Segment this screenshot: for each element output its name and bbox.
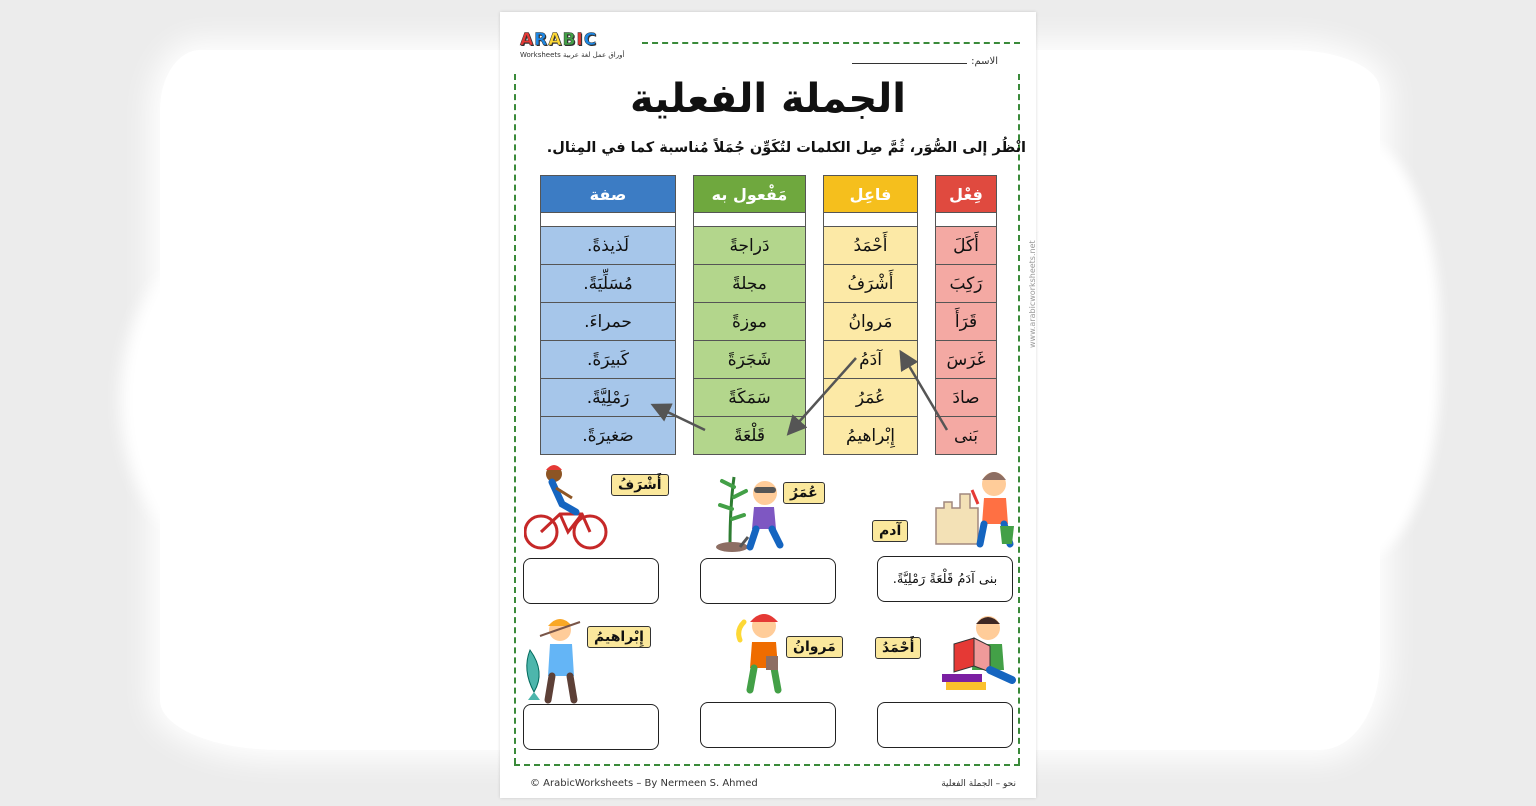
word-cell[interactable]: كَبيرَةً. (541, 341, 675, 379)
word-cell[interactable]: مجلةً (694, 265, 805, 303)
word-cell[interactable]: بَنى (936, 417, 996, 454)
footer-copyright: © ArabicWorksheets – By Nermeen S. Ahmed (530, 778, 758, 789)
word-cell[interactable]: قَلْعَةً (694, 417, 805, 454)
logo-letter: C (583, 30, 597, 50)
word-cell[interactable]: آدَمُ (824, 341, 917, 379)
logo-letter: R (534, 30, 548, 50)
page-title: الجملة الفعلية (630, 76, 906, 122)
column-header: فاعِل (824, 176, 917, 213)
answer-box-2[interactable] (700, 558, 836, 604)
word-cell[interactable]: رَكِبَ (936, 265, 996, 303)
boy-building-sandcastle-picture (930, 464, 1020, 556)
word-cell[interactable]: إِبْراهيمُ (824, 417, 917, 454)
arrow-subject-to-object (790, 358, 856, 432)
column-header: مَفْعول به (694, 176, 805, 213)
arrow-verb-to-subject (902, 354, 947, 430)
answer-box-4[interactable] (700, 702, 836, 748)
word-cell[interactable]: عُمَرُ (824, 379, 917, 417)
brush-background-left (120, 250, 320, 550)
word-cell[interactable]: سَمَكَةً (694, 379, 805, 417)
column-header: صفة (541, 176, 675, 213)
label-omar: عُمَرُ (783, 482, 825, 504)
word-cell[interactable]: شَجَرَةً (694, 341, 805, 379)
word-cell[interactable]: مُسَلِّيَةً. (541, 265, 675, 303)
answer-box-1[interactable] (523, 558, 659, 604)
arrow-object-to-adjective (655, 406, 705, 430)
label-ahmad: أَحْمَدُ (875, 637, 921, 659)
word-cell[interactable]: أَشْرَفُ (824, 265, 917, 303)
answer-box-3[interactable] (523, 704, 659, 750)
boy-riding-bicycle-picture (524, 462, 610, 552)
brush-background-right (1260, 140, 1440, 560)
word-cell[interactable]: موزةً (694, 303, 805, 341)
word-cell[interactable]: أَكَلَ (936, 227, 996, 265)
example-answer-box (877, 556, 1013, 602)
logo-letter: A (548, 30, 562, 50)
example-sentence: بنى آدَمُ قَلْعَةً رَمْلِيَّةً. (892, 571, 998, 587)
word-cell[interactable]: صادَ (936, 379, 996, 417)
boy-planting-tree-picture (710, 467, 806, 557)
word-cell[interactable]: حمراءَ. (541, 303, 675, 341)
word-cell[interactable]: دَراجةً (694, 227, 805, 265)
column-header: فِعْل (936, 176, 996, 213)
logo-letter: B (562, 30, 576, 50)
word-cell[interactable]: صَغيرَةً. (541, 417, 675, 454)
label-ibrahim: إِبْراهيمُ (587, 626, 651, 648)
answer-box-5[interactable] (877, 702, 1013, 748)
word-cell[interactable]: لَذيذةً. (541, 227, 675, 265)
word-cell[interactable]: رَمْلِيَّةً. (541, 379, 675, 417)
word-cell[interactable]: غَرَسَ (936, 341, 996, 379)
worksheet-page (500, 12, 1036, 798)
instruction-text: انْظُر إلى الصُّوَر، ثُمَّ صِل الكلمات لتُكَوِّن جُمَلاً مُناسبة كما في المِثال. (546, 140, 1026, 156)
word-cell[interactable]: مَروانُ (824, 303, 917, 341)
logo-letter: I (576, 30, 583, 50)
footer-topic: نحو – الجملة الفعلية (941, 779, 1016, 789)
name-label: الاسم: (971, 56, 998, 67)
boy-reading-magazine-picture (940, 610, 1020, 692)
label-marwan: مَروانُ (786, 636, 843, 658)
label-ashraf: أَشْرَفُ (611, 474, 669, 496)
logo-subtitle: Worksheets أوراق عمل لغة عربية (520, 51, 625, 59)
label-adam: آدم (872, 520, 908, 542)
word-cell[interactable]: قَرَأَ (936, 303, 996, 341)
logo-letter: A (520, 30, 534, 50)
word-cell[interactable]: أَحْمَدُ (824, 227, 917, 265)
side-watermark: www.arabicworksheets.net (1028, 240, 1037, 348)
